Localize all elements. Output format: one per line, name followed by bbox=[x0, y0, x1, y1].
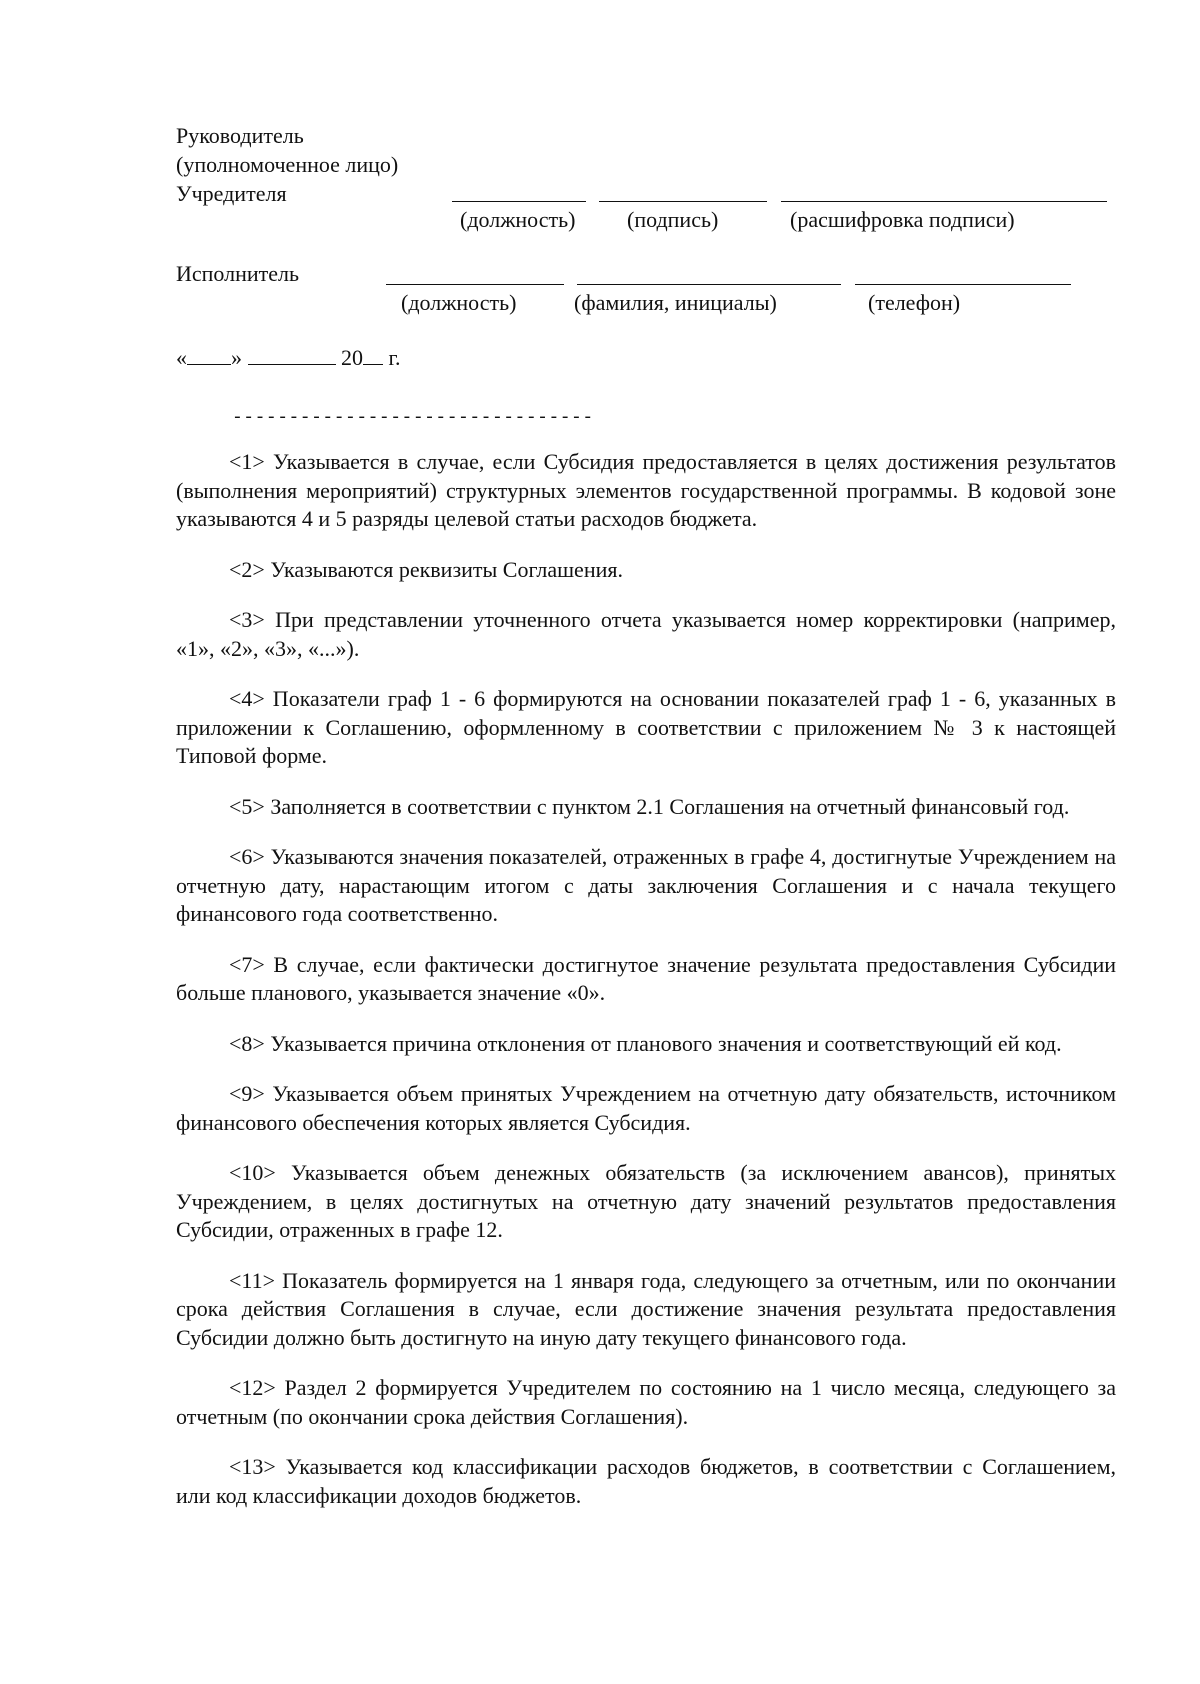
executor-caption-phone: (телефон) bbox=[868, 290, 961, 315]
date-line bbox=[176, 344, 401, 372]
head-title-line1: Руководитель bbox=[176, 123, 304, 148]
executor-caption-name: (фамилия, инициалы) bbox=[574, 290, 777, 315]
date-year-blank bbox=[363, 344, 383, 365]
footnote-10: <10> Указывается объем денежных обязательств (за исключением авансов), принятых Учреждением, в целях достигнутых на отчетную дату значений результатов предоставления Субсидии, отраженных в графе 12. bbox=[176, 1160, 1116, 1242]
footnote-7: <7> В случае, если фактически достигнутое значение результата предоставления Субсидии больше планового, указывается значение «0». bbox=[176, 951, 1116, 1005]
footnote-separator: -------------------------------- bbox=[232, 408, 594, 428]
footnote-12: <12> Раздел 2 формируется Учредителем по состоянию на 1 число месяца, следующего за отчетным (по окончании срока действия Соглашения). bbox=[176, 1375, 1116, 1429]
head-title-line3: Учредителя bbox=[176, 181, 287, 206]
head-caption-signature: (подпись) bbox=[627, 207, 719, 232]
executor-label: Исполнитель bbox=[176, 261, 300, 286]
footnote-4: <4> Показатели граф 1 - 6 формируются на основании показателей граф 1 - 6, указанных в приложении к Соглашению, оформленному в соответствии с приложением № 3 к настоящей Типовой форме. bbox=[176, 686, 1116, 768]
footnote-13: <13> Указывается код классификации расходов бюджетов, в соответствии с Соглашением, или код классификации доходов бюджетов. bbox=[176, 1454, 1116, 1508]
executor-position-blank bbox=[386, 284, 564, 285]
head-decoding-blank bbox=[781, 201, 1107, 202]
footnotes-list bbox=[176, 448, 1116, 1532]
head-title-line2: (уполномоченное лицо) bbox=[176, 152, 399, 177]
date-year-suffix: г. bbox=[388, 345, 401, 370]
footnote-11: <11> Показатель формируется на 1 января года, следующего за отчетным, или по окончании срока действия Соглашения в случае, если достижение значения результата предоставления Субсидии должно быть достигнуто на иную дату текущего финансового года. bbox=[176, 1267, 1116, 1350]
footnote-5: <5> Заполняется в соответствии с пунктом 2.1 Соглашения на отчетный финансовый год. bbox=[229, 793, 1070, 819]
footnote-6: <6> Указываются значения показателей, отраженных в графе 4, достигнутые Учреждением на отчетную дату, нарастающим итогом с даты заключения Соглашения и с начала текущего финансового года соответственно. bbox=[176, 844, 1116, 926]
date-month-blank bbox=[248, 344, 336, 365]
date-open-quote: « bbox=[176, 345, 187, 370]
executor-caption-position: (должность) bbox=[401, 290, 517, 315]
footnote-3: <3> При представлении уточненного отчета указывается номер корректировки (например, «1», «2», «3», «...»). bbox=[176, 607, 1116, 661]
executor-phone-blank bbox=[855, 284, 1071, 285]
footnote-2: <2> Указываются реквизиты Соглашения. bbox=[229, 556, 623, 582]
head-caption-decoding: (расшифровка подписи) bbox=[790, 207, 1015, 232]
date-year-prefix: 20 bbox=[341, 345, 363, 370]
head-caption-position: (должность) bbox=[460, 207, 576, 232]
date-close-quote: » bbox=[231, 345, 242, 370]
footnote-9: <9> Указывается объем принятых Учреждением на отчетную дату обязательств, источником финансового обеспечения которых является Субсидия. bbox=[176, 1081, 1116, 1135]
footnote-8: <8> Указывается причина отклонения от планового значения и соответствующий ей код. bbox=[229, 1030, 1062, 1056]
executor-name-blank bbox=[577, 284, 841, 285]
head-signature-blank bbox=[599, 201, 767, 202]
date-day-blank bbox=[187, 344, 231, 365]
head-position-blank bbox=[452, 201, 586, 202]
footnote-1: <1> Указывается в случае, если Субсидия предоставляется в целях достижения результатов (выполнения мероприятий) структурных элементов государственной программы. В кодовой зоне указываются 4 и 5 разряды целевой статьи расходов бюджета. bbox=[176, 449, 1116, 531]
